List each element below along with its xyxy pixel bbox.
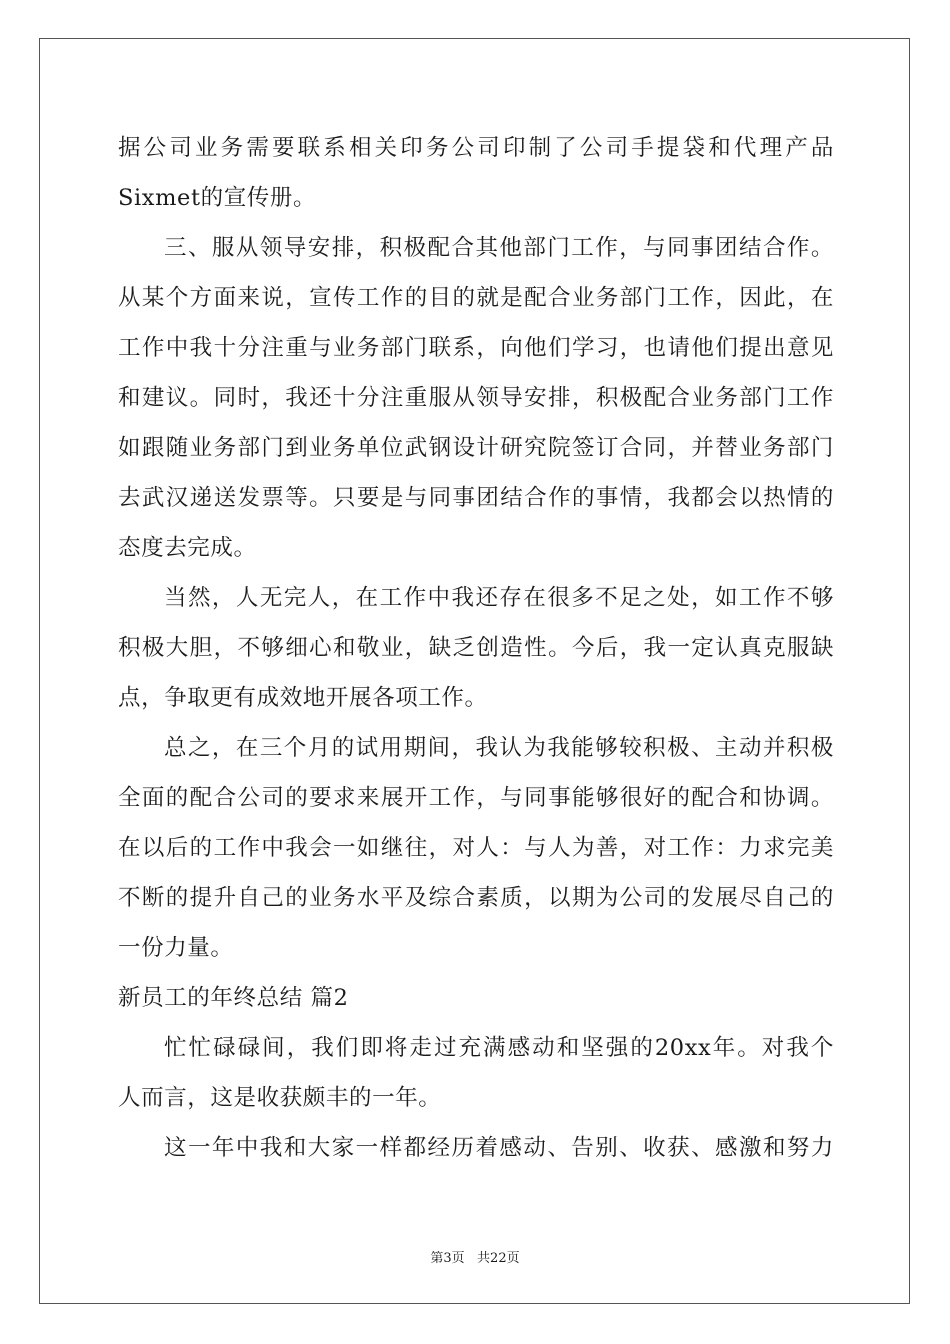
text-line: 工作中我十分注重与业务部门联系，向他们学习，也请他们提出意见 [118, 335, 834, 361]
text-line: 一份力量。 [118, 935, 234, 961]
text-line: 全面的配合公司的要求来展开工作，与同事能够很好的配合和协调。 [118, 785, 834, 811]
text-line: 不断的提升自己的业务水平及综合素质，以期为公司的发展尽自己的 [118, 885, 834, 911]
text-line: 在以后的工作中我会一如继往，对人：与人为善，对工作：力求完美 [118, 835, 834, 861]
text-line: Sixmet的宣传册。 [118, 185, 317, 211]
page-footer [0, 1247, 950, 1266]
text-line: 人而言，这是收获颇丰的一年。 [118, 1085, 442, 1111]
section-heading-line: 三、服从领导安排，积极配合其他部门工作，与同事团结合作。 [164, 235, 834, 261]
text-line: 当然，人无完人，在工作中我还存在很多不足之处，如工作不够 [164, 585, 834, 611]
document-body [118, 127, 834, 1177]
text-line: 点，争取更有成效地开展各项工作。 [118, 685, 488, 711]
text-line: 积极大胆，不够细心和敬业，缺乏创造性。今后，我一定认真克服缺 [118, 635, 834, 661]
text-line: 忙忙碌碌间，我们即将走过充满感动和坚强的20xx年。对我个 [164, 1035, 834, 1061]
page-number: 第3页 共22页 [430, 1251, 520, 1266]
text-line: 据公司业务需要联系相关印务公司印制了公司手提袋和代理产品 [118, 135, 834, 161]
text-line: 态度去完成。 [118, 535, 257, 561]
article-heading: 新员工的年终总结 篇2 [118, 985, 349, 1011]
text-line: 总之，在三个月的试用期间，我认为我能够较积极、主动并积极 [164, 735, 834, 761]
text-line: 这一年中我和大家一样都经历着感动、告别、收获、感激和努力 [164, 1135, 834, 1161]
text-line: 和建议。同时，我还十分注重服从领导安排，积极配合业务部门工作 [118, 385, 834, 411]
text-line: 从某个方面来说，宣传工作的目的就是配合业务部门工作，因此，在 [118, 285, 834, 311]
text-line: 去武汉递送发票等。只要是与同事团结合作的事情，我都会以热情的 [118, 485, 834, 511]
text-line: 如跟随业务部门到业务单位武钢设计研究院签订合同，并替业务部门 [118, 435, 834, 461]
